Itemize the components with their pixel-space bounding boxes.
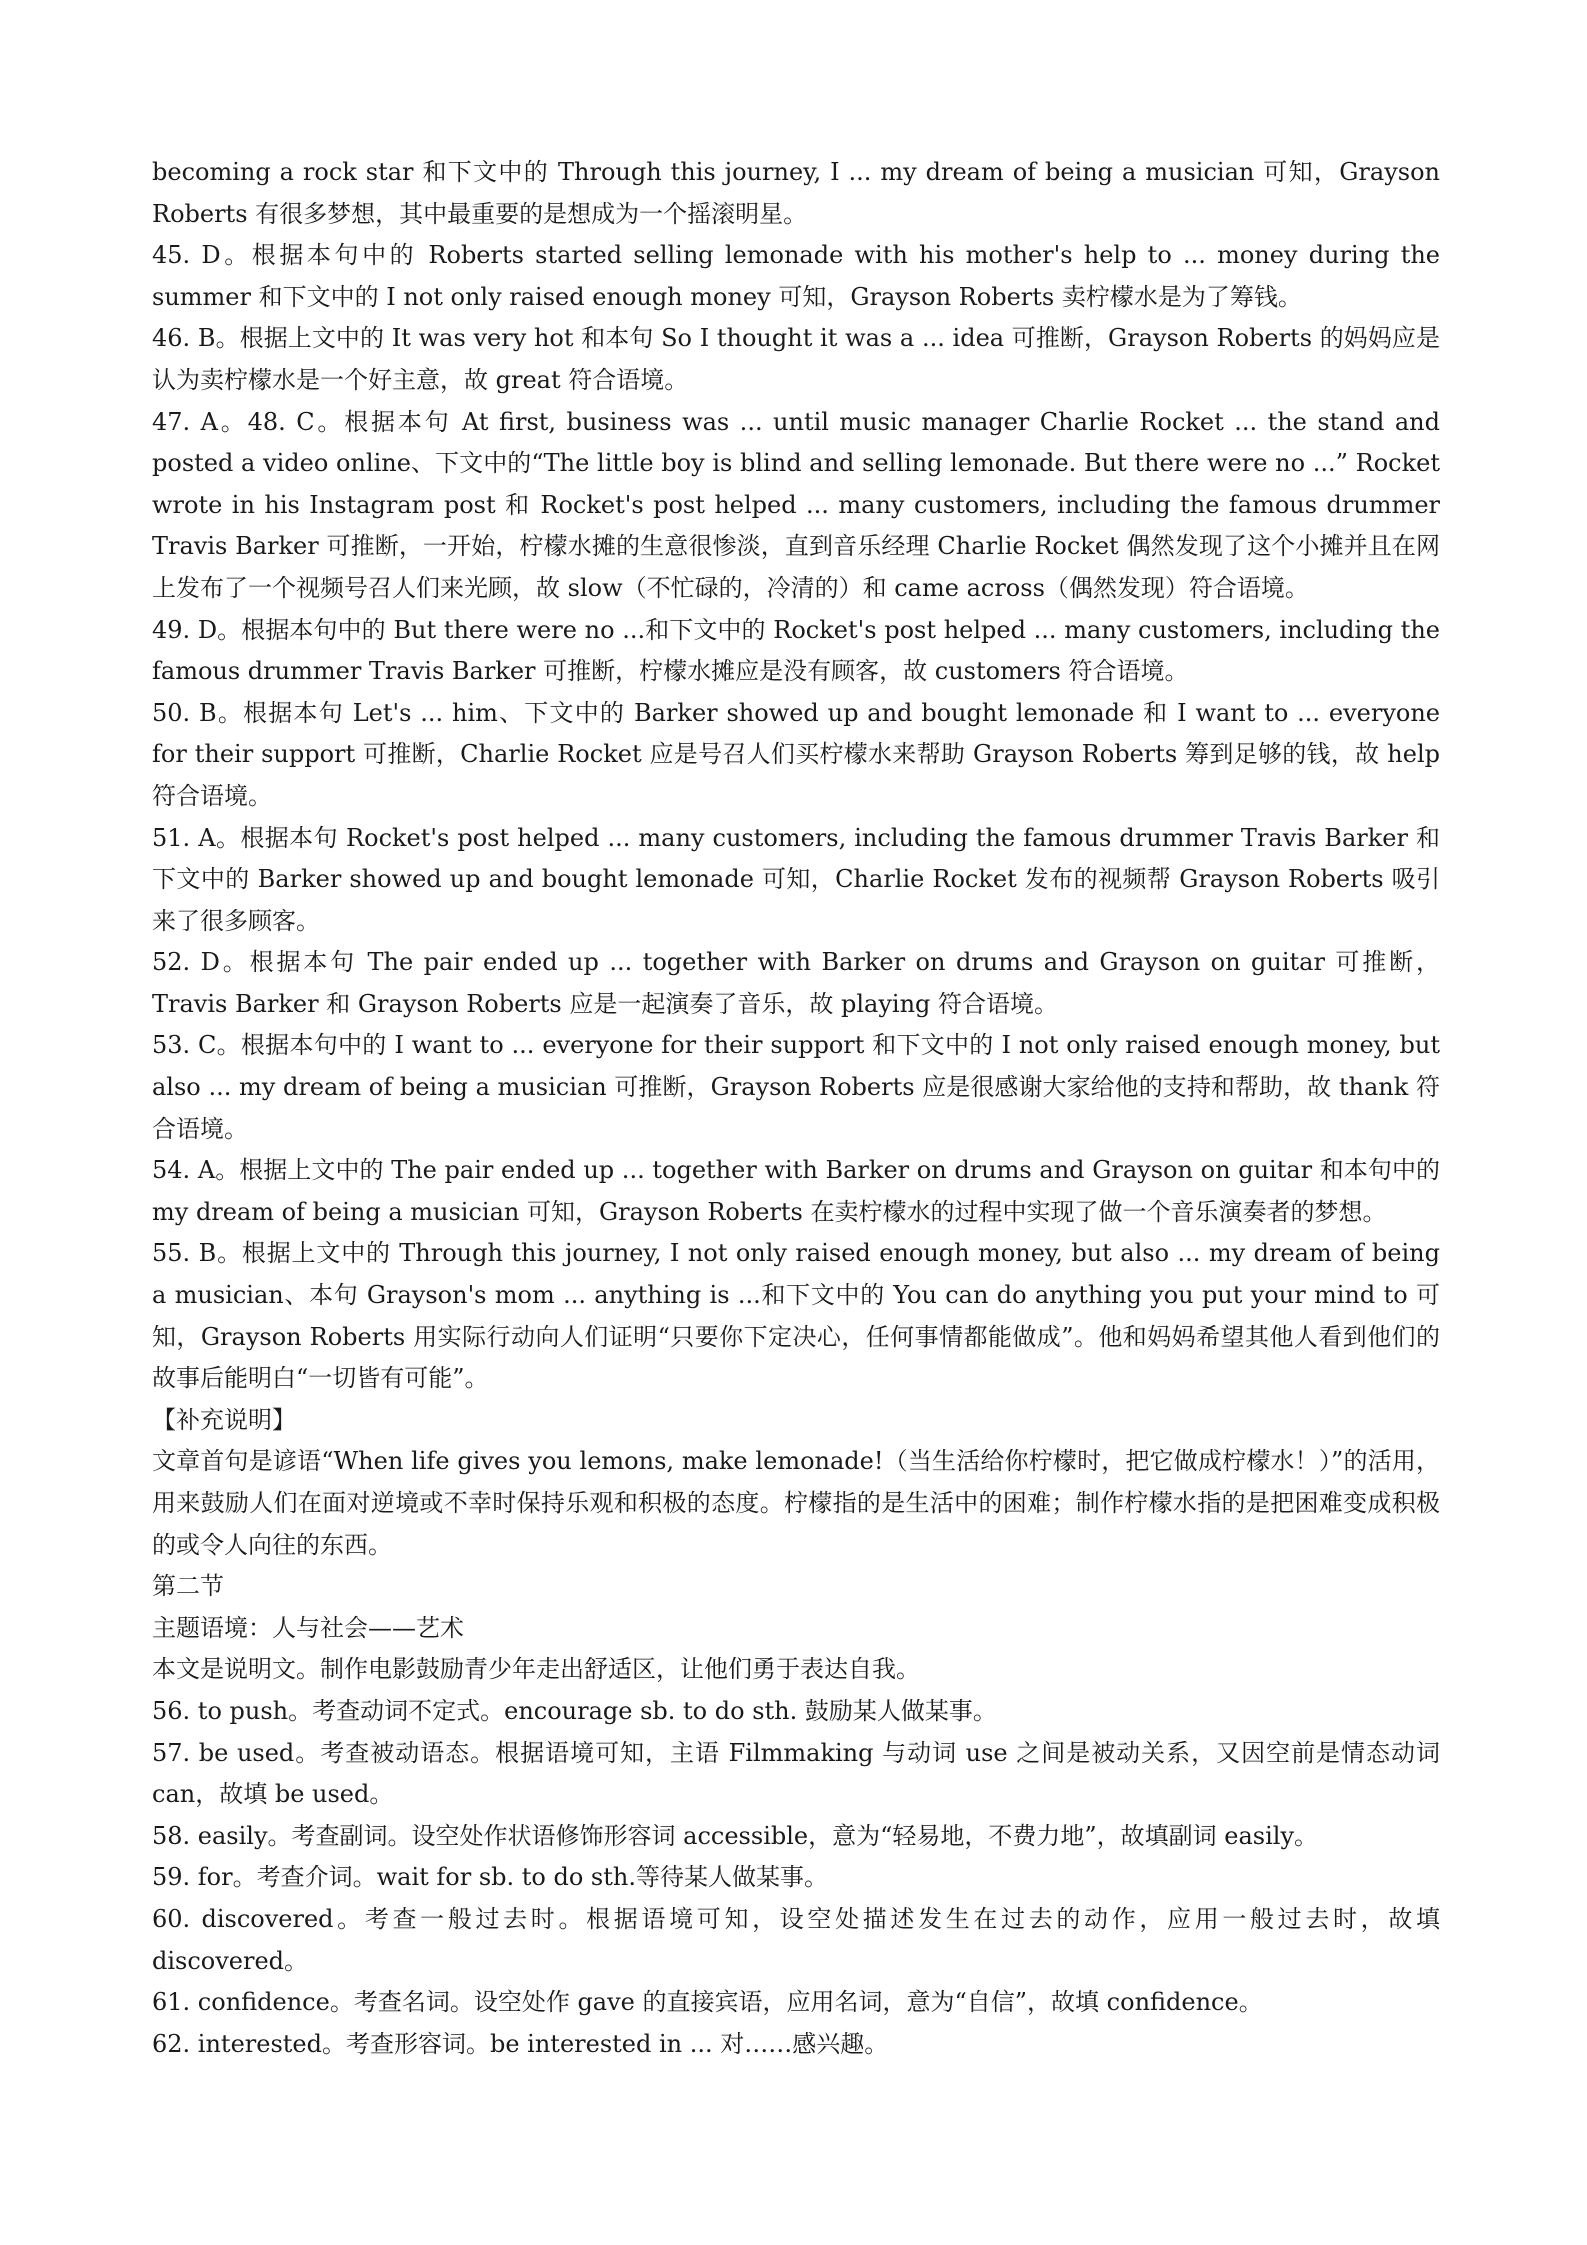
supplement-heading: 【补充说明】 [152, 1405, 296, 1434]
paragraph-45: 45. D。根据本句中的 Roberts started selling lemonade with his mother's help to ... money during the summer 和下文中的 I not only raised enough money 可知，Grayson Roberts 卖柠檬水是为了筹钱。 [152, 241, 1440, 311]
paragraph-53: 53. C。根据本句中的 I want to ... everyone for their support 和下文中的 I not only raised enough money, but also ... my dream of being a musician 可推断，Grayson Roberts 应是很感谢大家给他的支持和帮助，故 thank 符合语境。 [152, 1031, 1440, 1143]
paragraph-49: 49. D。根据本句中的 But there were no ...和下文中的 Rocket's post helped ... many customers, including the famous drummer Travis Barker 可推断，柠檬水摊应是没有顾客，故 customers 符合语境。 [152, 615, 1440, 686]
paragraph-57: 57. be used。考查被动语态。根据语境可知，主语 Filmmaking 与动词 use 之间是被动关系，又因空前是情态动词 can，故填 be used。 [152, 1738, 1440, 1809]
paragraph-46: 46. B。根据上文中的 It was very hot 和本句 So I thought it was a ... idea 可推断，Grayson Roberts 的妈妈应是认为卖柠檬水是一个好主意，故 great 符合语境。 [152, 324, 1440, 394]
passage-summary: 本文是说明文。制作电影鼓励青少年走出舒适区，让他们勇于表达自我。 [152, 1655, 920, 1684]
paragraph-56: 56. to push。考查动词不定式。encourage sb. to do sth. 鼓励某人做某事。 [152, 1696, 997, 1725]
paragraph-52: 52. D。根据本句 The pair ended up ... together with Barker on drums and Grayson on guitar 可推断，Travis Barker 和 Grayson Roberts 应是一起演奏了音乐，故 playing 符合语境。 [152, 948, 1440, 1018]
answer-explanation-page [152, 152, 1440, 2065]
paragraph-58: 58. easily。考查副词。设空处作状语修饰形容词 accessible，意为“轻易地，不费力地”，故填副词 easily。 [152, 1821, 1319, 1850]
paragraph-55: 55. B。根据上文中的 Through this journey, I not only raised enough money, but also ... my dream of being a musician、本句 Grayson's mom ... anything is ...和下文中的 You can do anything you put your mind to 可知，Grayson Roberts 用实际行动向人们证明“只要你下定决心，任何事情都能做成”。他和妈妈希望其他人看到他们的故事后能明白“一切皆有可能”。 [152, 1239, 1440, 1393]
paragraph-60: 60. discovered。考查一般过去时。根据语境可知，设空处描述发生在过去的动作，应用一般过去时，故填 discovered。 [152, 1904, 1440, 1975]
paragraph-61: 61. confidence。考查名词。设空处作 gave 的直接宾语，应用名词，意为“自信”，故填 confidence。 [152, 1988, 1263, 2017]
section-two-heading: 第二节 [152, 1572, 224, 1601]
theme-context: 主题语境：人与社会——艺术 [152, 1613, 464, 1642]
paragraph-47-48: 47. A。48. C。根据本句 At first, business was ... until music manager Charlie Rocket ... the stand and posted a video online、下文中的“The little boy is blind and selling lemonade. But there were no ...” Rocket wrote in his Instagram post 和 Rocket's post helped ... many customers, including the famous drummer Travis Barker 可推断，一开始，柠檬水摊的生意很惨淡，直到音乐经理 Charlie Rocket 偶然发现了这个小摊并且在网上发布了一个视频号召人们来光顾，故 slow（不忙碌的，冷清的）和 came across（偶然发现）符合语境。 [152, 407, 1440, 602]
paragraph-62: 62. interested。考查形容词。be interested in ... 对……感兴趣。 [152, 2029, 889, 2058]
paragraph-50: 50. B。根据本句 Let's ... him、下文中的 Barker showed up and bought lemonade 和 I want to ... everyone for their support 可推断，Charlie Rocket 应是号召人们买柠檬水来帮助 Grayson Roberts 筹到足够的钱，故 help 符合语境。 [152, 698, 1440, 810]
paragraph-54: 54. A。根据上文中的 The pair ended up ... together with Barker on drums and Grayson on guitar 和本句中的 my dream of being a musician 可知，Grayson Roberts 在卖柠檬水的过程中实现了做一个音乐演奏者的梦想。 [152, 1156, 1440, 1226]
paragraph-51: 51. A。根据本句 Rocket's post helped ... many customers, including the famous drummer Travis Barker 和下文中的 Barker showed up and bought lemonade 可知，Charlie Rocket 发布的视频帮 Grayson Roberts 吸引来了很多顾客。 [152, 823, 1440, 935]
paragraph-59: 59. for。考查介词。wait for sb. to do sth.等待某人做某事。 [152, 1863, 828, 1892]
paragraph-44-tail: becoming a rock star 和下文中的 Through this journey, I ... my dream of being a musician 可知，Grayson Roberts 有很多梦想，其中最重要的是想成为一个摇滚明星。 [152, 158, 1440, 228]
supplement-text: 文章首句是谚语“When life gives you lemons, make lemonade!（当生活给你柠檬时，把它做成柠檬水！）”的活用，用来鼓励人们在面对逆境或不幸时保持乐观和积极的态度。柠檬指的是生活中的困难；制作柠檬水指的是把困难变成积极的或令人向往的东西。 [152, 1447, 1440, 1559]
